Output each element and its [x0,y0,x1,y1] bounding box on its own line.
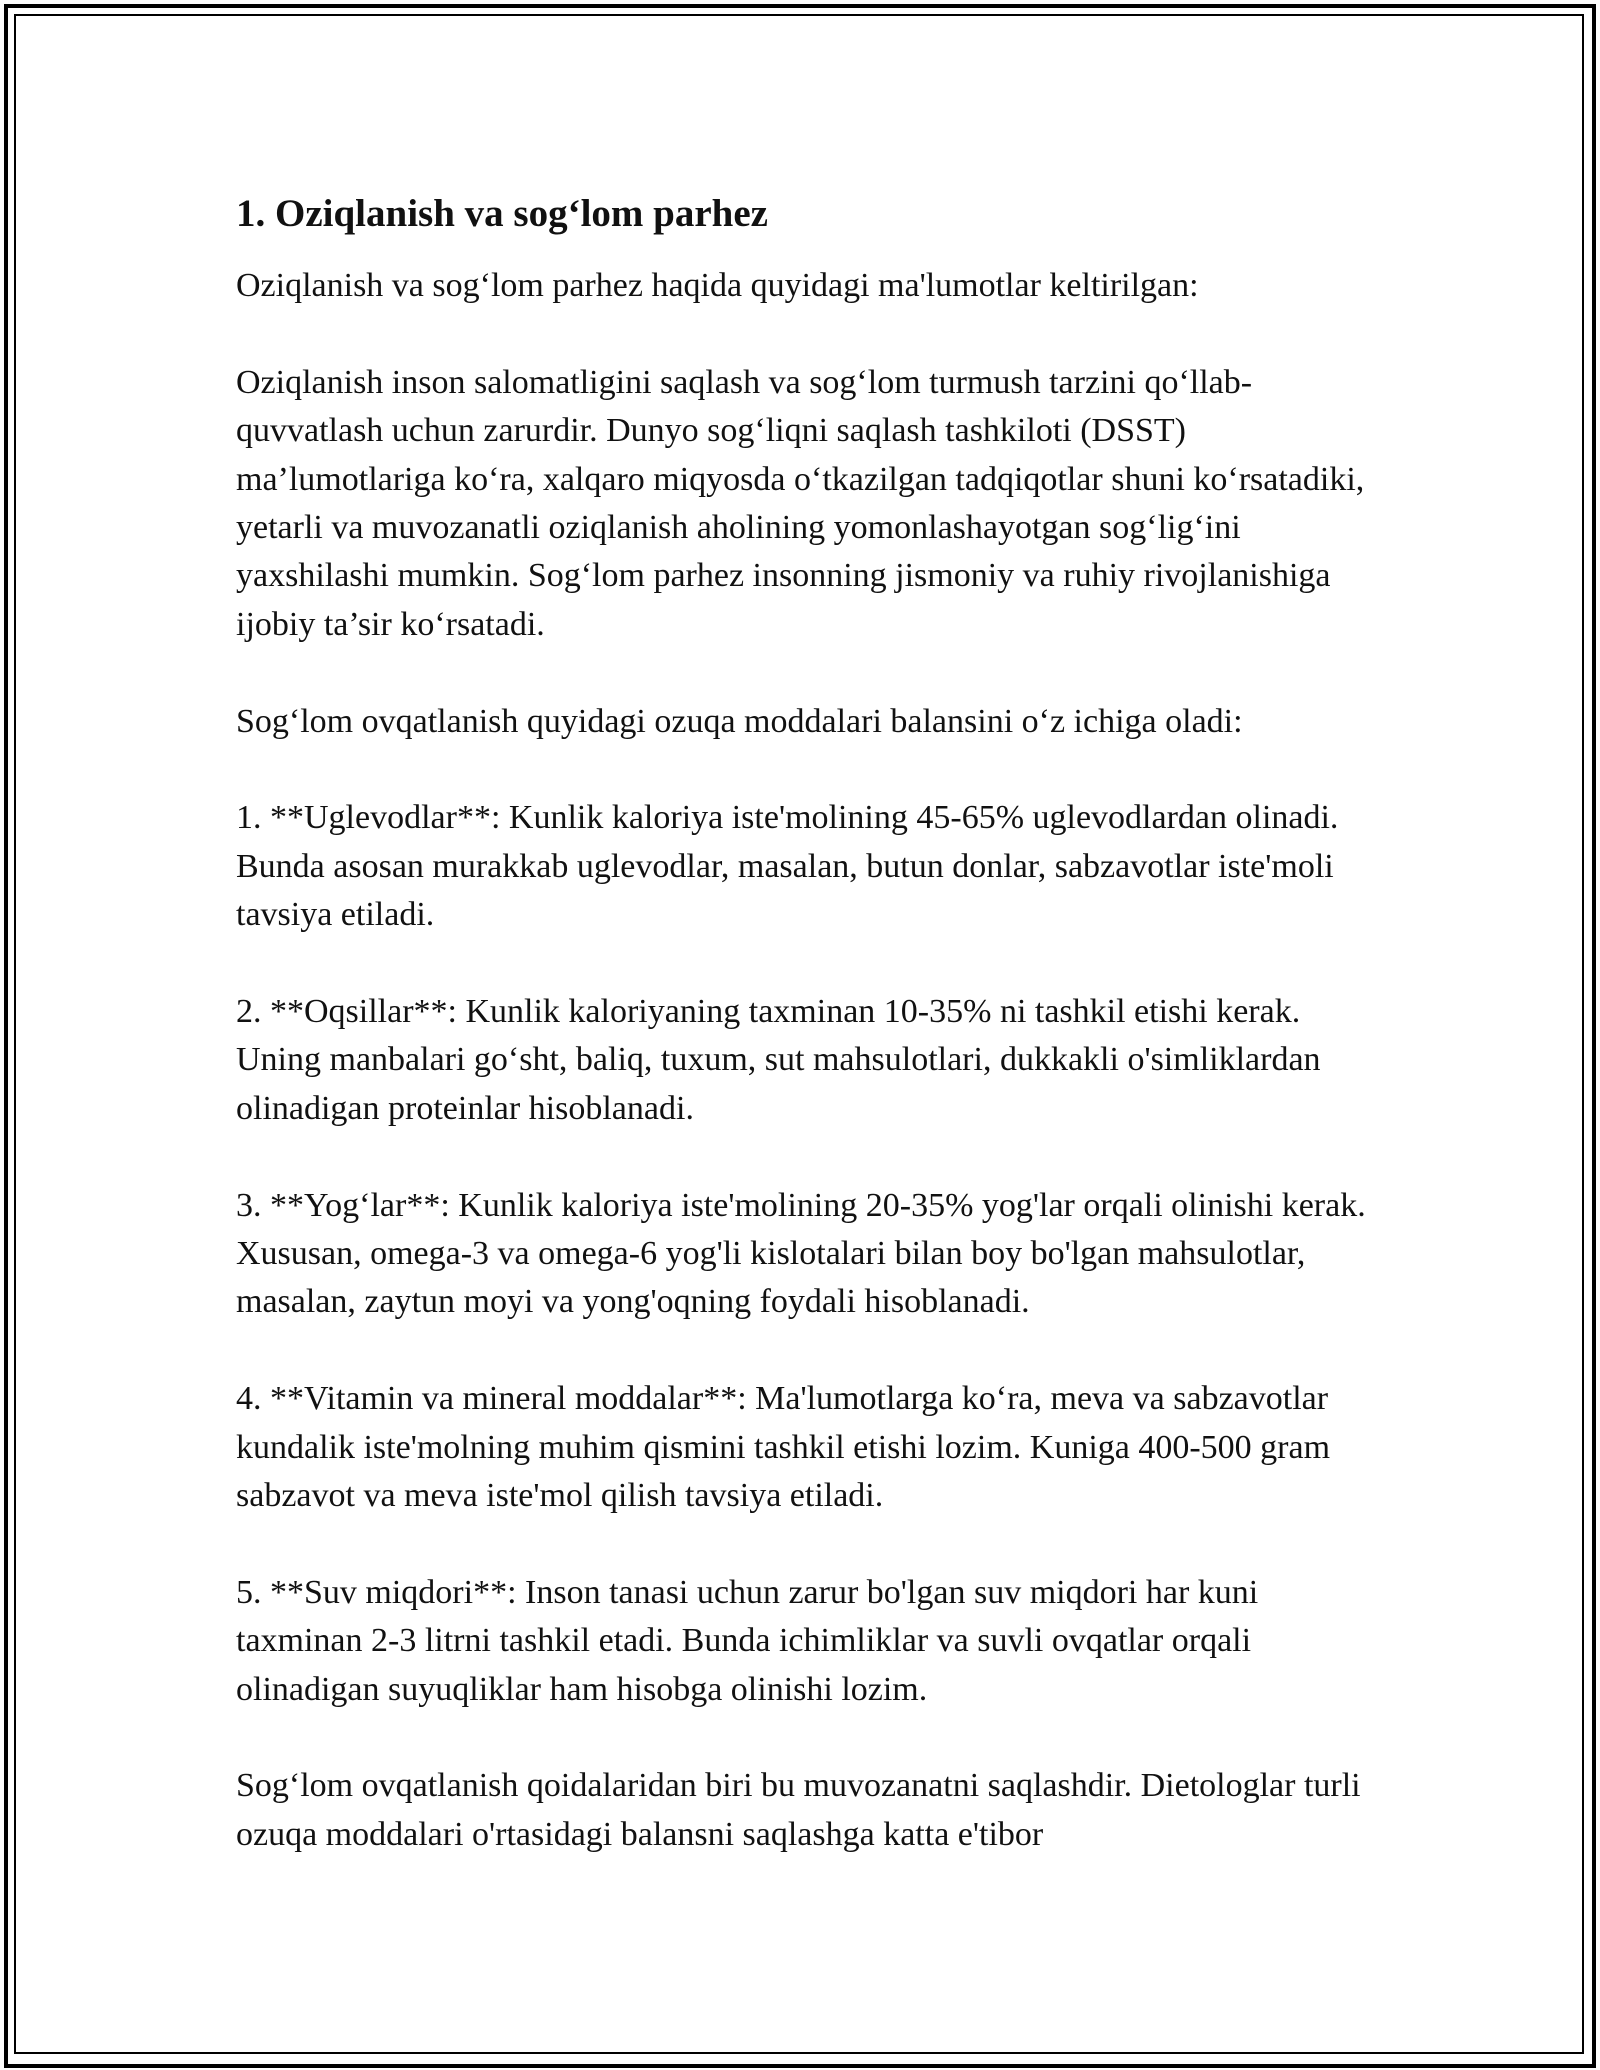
overview-paragraph: Oziqlanish inson salomatligini saqlash va sog‘lom turmush tarzini qo‘llab-quvvatlash uchun zarurdir. Dunyo sog‘liqni saqlash tashkiloti (DSST) ma’lumotlariga ko‘ra, xalqaro miqyosda o‘tkazilgan tadqiqotlar shuni ko‘rsatadiki, yetarli va muvozanatli oziqlanish aholining yomonlashayotgan sog‘lig‘ini yaxshilashi mumkin. Sog‘lom parhez insonning jismoniy va ruhiy rivojlanishiga ijobiy ta’sir ko‘rsatadi. [236,363,1365,643]
intro-paragraph: Oziqlanish va sog‘lom parhez haqida quyidagi ma'lumotlar keltirilgan: [236,267,1199,304]
list-item-carbohydrates: 1. **Uglevodlar**: Kunlik kaloriya iste'molining 45-65% uglevodlardan olinadi. Bunda asosan murakkab uglevodlar, masalan, butun donlar, sabzavotlar iste'moli tavsiya etiladi. [236,799,1339,934]
list-item-proteins: 2. **Oqsillar**: Kunlik kaloriyaning taxminan 10-35% ni tashkil etishi kerak. Uning manbalari go‘sht, baliq, tuxum, sut mahsulotlari, dukkakli o'simliklardan olinadigan proteinlar hisoblanadi. [236,993,1321,1127]
section-heading: 1. Oziqlanish va sog‘lom parhez [236,192,768,235]
list-item-fats: 3. **Yog‘lar**: Kunlik kaloriya iste'molining 20-35% yog'lar orqali olinishi kerak. Xususan, omega-3 va omega-6 yog'li kislotalari bilan boy bo'lgan mahsulotlar, masalan, zaytun moyi va yong'oqning foydali hisoblanadi. [236,1186,1366,1321]
list-item-vitamins-minerals: 4. **Vitamin va mineral moddalar**: Ma'lumotlarga ko‘ra, meva va sabzavotlar kundalik iste'molning muhim qismini tashkil etishi lozim. Kuniga 400-500 gram sabzavot va meva iste'mol qilish tavsiya etiladi. [236,1380,1331,1515]
list-item-water: 5. **Suv miqdori**: Inson tanasi uchun zarur bo'lgan suv miqdori har kuni taxminan 2-3 litrni tashkil etadi. Bunda ichimliklar va suvli ovqatlar orqali olinadigan suyuqliklar ham hisobga olinishi lozim. [236,1573,1259,1708]
document-body [236,186,1386,1859]
nutrients-intro-paragraph: Sog‘lom ovqatlanish quyidagi ozuqa moddalari balansini o‘z ichiga oladi: [236,702,1243,740]
closing-paragraph: Sog‘lom ovqatlanish qoidalaridan biri bu muvozanatni saqlashdir. Dietologlar turli ozuqa moddalari o'rtasidagi balansni saqlashga katta e'tibor [236,1767,1361,1853]
